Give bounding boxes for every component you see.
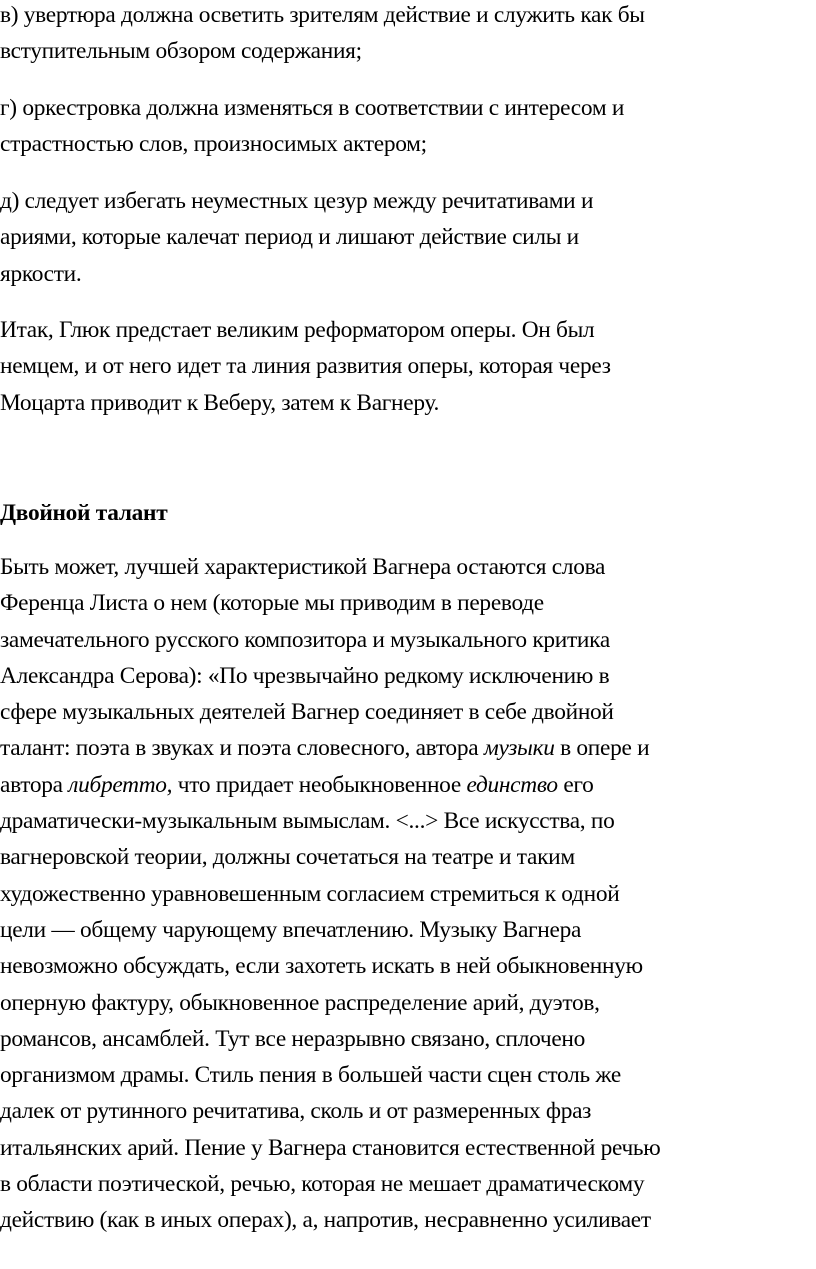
text-segment: в опере и (554, 735, 650, 762)
text-line: невозможно обсуждать, если захотеть искать в ней обыкновенную (0, 953, 643, 980)
text-line: яркости. (0, 260, 82, 287)
paragraph-d (0, 183, 816, 292)
section-heading (0, 495, 816, 531)
text-line: д) следует избегать неуместных цезур между речитативами и (0, 188, 594, 214)
paragraph-main (0, 549, 816, 1239)
text-line: сфере музыкальных деятелей Вагнер соединяет в себе двойной (0, 699, 614, 726)
paragraph-v (0, 0, 816, 70)
text-line: организмом драмы. Стиль пения в большей части сцен столь же (0, 1062, 621, 1089)
text-line: цели — общему чарующему впечатлению. Музыку Вагнера (0, 916, 582, 943)
text-line: Быть может, лучшей характеристикой Вагнера остаются слова (0, 554, 606, 580)
text-line: романсов, ансамблей. Тут все неразрывно связано, сплочено (0, 1025, 585, 1052)
text-segment: что придает необыкновенное (172, 771, 467, 798)
italic-word: либретто, (68, 771, 173, 798)
text-line: вагнеровской теории, должны сочетаться на театре и таким (0, 844, 575, 871)
heading-text: Двойной талант (0, 500, 168, 526)
text-line (0, 730, 816, 766)
text-line: итальянских арий. Пение у Вагнера становится естественной речью (0, 1134, 661, 1161)
text-segment: автора (0, 771, 69, 798)
text-line: художественно уравновешенным согласием стремиться к одной (0, 880, 620, 907)
text-segment: его (557, 771, 594, 798)
text-line: драматически-музыкальным вымыслам. <...> Все искусства, по (0, 808, 615, 835)
text-segment: талант: поэта в звуках и поэта словесного, автора (0, 735, 484, 762)
text-line: г) оркестровка должна изменяться в соответствии с интересом и (0, 95, 625, 121)
text-line: Итак, Глюк предстает великим реформатором оперы. Он был (0, 317, 595, 343)
text-line: в области поэтической, речью, которая не мешает драматическому (0, 1171, 645, 1198)
text-line (0, 767, 816, 803)
text-line: замечательного русского композитора и музыкального критика (0, 626, 610, 653)
text-line: далек от рутинного речитатива, сколь и от размеренных фраз (0, 1098, 592, 1125)
text-line: в) увертюра должна осветить зрителям действие и служить как бы (0, 2, 645, 28)
text-line: немцем, и от него идет та линия развития оперы, которая через (0, 353, 611, 380)
text-line: страстностью слов, произносимых актером; (0, 131, 427, 158)
italic-word: единство (466, 771, 558, 798)
text-line: Ференца Листа о нем (которые мы приводим в переводе (0, 590, 544, 617)
paragraph-g (0, 90, 816, 163)
text-line: Александра Серова): «По чрезвычайно редкому исключению в (0, 662, 610, 689)
text-line: Моцарта приводит к Веберу, затем к Вагнеру. (0, 389, 440, 416)
italic-word: музыки (483, 735, 555, 762)
text-line: оперную фактуру, обыкновенное распределение арий, дуэтов, (0, 989, 600, 1016)
text-line: ариями, которые калечат период и лишают действие силы и (0, 224, 579, 251)
text-line: действию (как в иных операх), а, напротив, несравненно усиливает (0, 1207, 651, 1234)
paragraph-itak (0, 312, 816, 421)
text-line: вступительным обзором содержания; (0, 38, 362, 65)
